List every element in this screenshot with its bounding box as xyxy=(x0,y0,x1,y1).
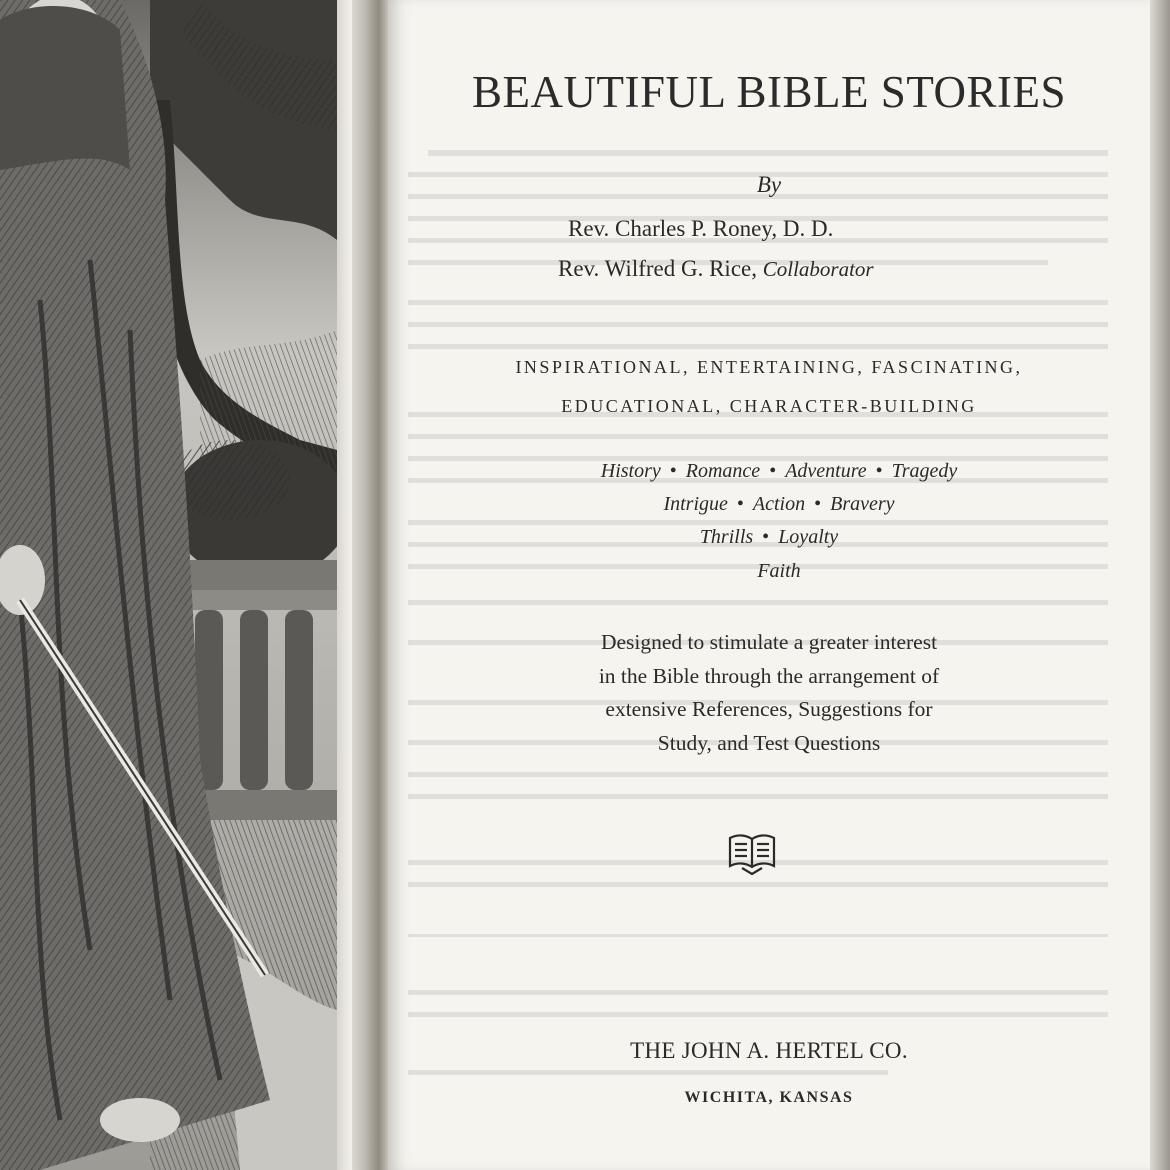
tagline-line: EDUCATIONAL, CHARACTER-BUILDING xyxy=(561,396,977,416)
theme-word: Faith xyxy=(757,560,801,582)
bullet-separator: • xyxy=(875,460,883,482)
bullet-separator: • xyxy=(762,526,770,548)
themes-line xyxy=(398,560,1160,583)
author-collaborator xyxy=(558,256,874,282)
themes-line xyxy=(398,460,1160,483)
purpose-line: in the Bible through the arrangement of xyxy=(598,664,940,688)
theme-word: History xyxy=(600,460,661,482)
theme-word: Bravery xyxy=(830,493,895,515)
themes-line xyxy=(398,493,1160,516)
bullet-separator: • xyxy=(669,460,677,482)
publisher-city: WICHITA, KANSAS xyxy=(684,1089,854,1106)
publisher-name: THE JOHN A. HERTEL CO. xyxy=(630,1038,908,1063)
author-name: Rev. Wilfred G. Rice, xyxy=(558,256,763,281)
bullet-separator: • xyxy=(769,460,777,482)
author-primary xyxy=(568,216,833,242)
theme-word: Thrills xyxy=(699,526,754,548)
open-book-icon xyxy=(724,826,780,882)
purpose-line: Designed to stimulate a greater interest xyxy=(600,630,938,654)
bullet-separator: • xyxy=(736,493,744,515)
page-edge xyxy=(1150,0,1170,1170)
byline: By xyxy=(756,172,782,197)
purpose-line: Study, and Test Questions xyxy=(657,731,881,755)
theme-word: Romance xyxy=(685,460,761,482)
book-gutter xyxy=(352,0,390,1170)
author-name: Rev. Charles P. Roney, D. D. xyxy=(568,216,834,241)
purpose-line: extensive References, Suggestions for xyxy=(605,697,933,721)
frontispiece-illustration xyxy=(0,0,337,1170)
bullet-separator: • xyxy=(814,493,822,515)
theme-word: Tragedy xyxy=(891,460,958,482)
theme-word: Intrigue xyxy=(663,493,728,515)
theme-word: Adventure xyxy=(785,460,867,482)
frontispiece-page xyxy=(0,0,352,1170)
theme-word: Loyalty xyxy=(778,526,839,548)
author-role: Collaborator xyxy=(762,257,874,281)
title-page xyxy=(388,0,1150,1170)
book-title: BEAUTIFUL BIBLE STORIES xyxy=(471,67,1067,117)
tagline-line: INSPIRATIONAL, ENTERTAINING, FASCINATING, xyxy=(515,357,1023,377)
page-edge xyxy=(337,0,352,1170)
themes-line xyxy=(388,526,1150,549)
theme-word: Action xyxy=(752,493,806,515)
